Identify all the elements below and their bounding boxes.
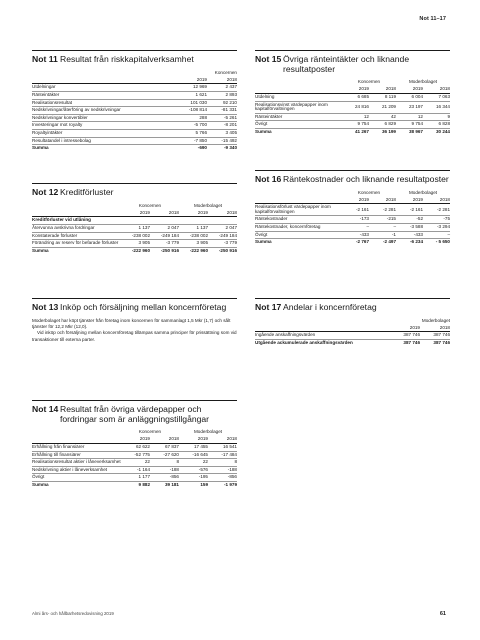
section-tag: Not 11–17 — [419, 16, 446, 22]
row-label: Investeringar mot royalty — [32, 122, 177, 130]
row-label: Återvunna avskrivna fordringar — [32, 224, 121, 232]
note-14-heading — [32, 400, 237, 424]
year-header: 2019 — [177, 76, 207, 83]
row-label: Räntekostnader — [255, 216, 342, 224]
cell-value: -856 — [208, 474, 237, 482]
cell-value: 387 746 — [420, 332, 450, 340]
note-number: Not 17 — [255, 302, 282, 312]
year-header: 2018 — [420, 324, 450, 331]
row-label: Nedskrivning aktier i låneverksamhet — [32, 466, 121, 474]
note-title: Övriga ränteintäkter och liknande resultatposter — [283, 54, 410, 74]
year-header: 2019 — [179, 209, 208, 216]
year-header: 2019 — [390, 324, 420, 331]
table-row — [255, 231, 450, 239]
table-row — [255, 121, 450, 129]
sum-value: -250 916 — [208, 247, 237, 254]
group-header: Moderbolaget — [408, 79, 438, 85]
note-14-table — [32, 429, 237, 488]
cell-value: -108 814 — [177, 107, 207, 115]
sum-value: -9 340 — [207, 145, 237, 152]
cell-value: -856 — [150, 474, 179, 482]
row-label: Resultatandel i intressebolag — [32, 137, 177, 145]
cell-value: 9 754 — [342, 121, 369, 129]
note-number: Not 12 — [32, 187, 59, 197]
year-header: 2019 — [121, 209, 150, 216]
sum-value: -222 960 — [179, 247, 208, 254]
row-label: Nedskrivningar konvertibler — [32, 114, 177, 122]
table-row — [255, 93, 450, 101]
note-13-text — [32, 318, 237, 344]
cell-value: 8 119 — [369, 93, 396, 101]
note-13 — [32, 298, 237, 343]
note-15-table — [255, 79, 450, 135]
cell-value: 9 754 — [396, 121, 423, 129]
cell-value: 21 209 — [369, 101, 396, 113]
cell-value: 62 622 — [121, 443, 150, 451]
note-title: Kreditförluster — [60, 187, 114, 197]
footer-publication: Almi års- och hållbarhetsredovisning 2019 — [32, 611, 114, 616]
sum-label: Summa — [32, 247, 121, 254]
cell-value: -2 161 — [396, 204, 423, 216]
note-13-heading — [32, 298, 237, 313]
cell-value: -249 184 — [208, 232, 237, 240]
sum-value: -250 916 — [150, 247, 179, 254]
table-row — [32, 99, 237, 107]
table-row — [255, 113, 450, 121]
note-number: Not 15 — [255, 54, 282, 64]
sum-label: Summa — [32, 481, 121, 488]
cell-value: -75 — [423, 216, 450, 224]
cell-value: -15 492 — [207, 137, 237, 145]
cell-value: -173 — [342, 216, 369, 224]
table-row — [32, 129, 237, 137]
cell-value: -238 002 — [179, 232, 208, 240]
year-header: 2019 — [396, 196, 423, 203]
paragraph: Vid inköp och försäljning mellan koncernföretag tillämpas samma principer för prissättning som vid transaktioner till externa parter. — [32, 330, 237, 342]
sum-row — [32, 145, 237, 152]
cell-value: 42 — [369, 113, 396, 121]
cell-value: 2 047 — [208, 224, 237, 232]
sum-value: -6 234 — [396, 239, 423, 246]
cell-value: 2 047 — [150, 224, 179, 232]
table-row — [255, 216, 450, 224]
table-row — [32, 240, 237, 248]
sum-label: Summa — [255, 128, 342, 135]
table-row — [255, 332, 450, 340]
row-label: Realisationsresultat aktier i låneverksamhet — [32, 459, 121, 465]
group-header: Moderbolaget — [193, 202, 223, 208]
year-header: 2019 — [121, 436, 150, 443]
note-15-heading — [255, 50, 450, 74]
cell-value: -52 — [396, 216, 423, 224]
year-header: 2018 — [423, 86, 450, 93]
cell-value: -17 484 — [208, 451, 237, 459]
cell-value: -249 184 — [150, 232, 179, 240]
table-row — [32, 84, 237, 92]
note-title: Räntekostnader och liknande resultatposter — [283, 174, 449, 184]
note-11-table — [32, 70, 237, 152]
cell-value: -433 — [396, 231, 423, 239]
row-label: Övrigt — [255, 121, 342, 129]
year-header: 2018 — [423, 196, 450, 203]
cell-value: 17 455 — [179, 443, 208, 451]
table-row — [32, 451, 237, 459]
note-16-table — [255, 190, 450, 246]
note-16 — [255, 170, 450, 246]
sum-label: Summa — [32, 145, 177, 152]
cell-value: -8 201 — [207, 122, 237, 130]
row-label: Ränteintäkter — [255, 113, 342, 121]
sum-value: -2 497 — [369, 239, 396, 246]
year-header: 2018 — [150, 436, 179, 443]
row-label: Förändring av reserv för befarade förluster — [32, 240, 121, 248]
cell-value: 67 837 — [150, 443, 179, 451]
cell-value: 12 — [396, 113, 423, 121]
cell-value: 6 828 — [423, 121, 450, 129]
table-row — [32, 466, 237, 474]
cell-value: 6 004 — [396, 93, 423, 101]
table-row — [255, 223, 450, 231]
sum-value: 30 244 — [423, 128, 450, 135]
year-header: 2018 — [208, 436, 237, 443]
row-label: Nedskrivningar/återföring av nedskrivningar — [32, 107, 177, 115]
note-number: Not 11 — [32, 54, 58, 64]
note-number: Not 14 — [32, 404, 59, 414]
sum-value: 41 267 — [342, 128, 369, 135]
cell-value: 16 541 — [208, 443, 237, 451]
cell-value: -52 775 — [121, 451, 150, 459]
sum-value: 387 746 — [420, 339, 450, 346]
sum-value: 38 967 — [396, 128, 423, 135]
sum-value: -1 979 — [208, 481, 237, 488]
table-row — [32, 122, 237, 130]
sum-value: -2 767 — [342, 239, 369, 246]
row-label: Erhållning från finansiärer — [32, 443, 121, 451]
cell-value: -16 645 — [179, 451, 208, 459]
note-11 — [32, 50, 237, 152]
table-row — [32, 459, 237, 467]
cell-value: 9 — [423, 113, 450, 121]
row-label: Utdelning — [255, 93, 342, 101]
cell-value: 1 621 — [177, 91, 207, 99]
sum-value: - 5 650 — [423, 239, 450, 246]
cell-value: 3 905 — [121, 240, 150, 248]
cell-value: -3 294 — [423, 223, 450, 231]
sum-value: 159 — [179, 481, 208, 488]
cell-value: – — [369, 223, 396, 231]
row-label: Erhållning till finansiärer — [32, 451, 121, 459]
note-15-rows — [255, 93, 450, 135]
cell-value: 8 — [208, 459, 237, 467]
row-label: Royaltyintäkter — [32, 129, 177, 137]
left-column — [32, 0, 237, 640]
group-header: Koncernen — [214, 69, 237, 75]
year-header: 2019 — [342, 86, 369, 93]
cell-value: -433 — [342, 231, 369, 239]
row-label: Övrigt — [32, 474, 121, 482]
cell-value: -238 002 — [121, 232, 150, 240]
group-header: Moderbolaget — [421, 317, 450, 323]
cell-value: 288 — [177, 114, 207, 122]
note-17-heading — [255, 298, 450, 313]
cell-value: 1 177 — [121, 474, 150, 482]
sum-label: Summa — [255, 239, 342, 246]
sum-value: 36 199 — [369, 128, 396, 135]
note-14-rows — [32, 443, 237, 488]
sum-row — [255, 128, 450, 135]
table-row — [32, 137, 237, 145]
note-title: Resultat från riskkapitalverksamhet — [60, 54, 194, 64]
cell-value: -1 — [369, 231, 396, 239]
cell-value: 1 137 — [179, 224, 208, 232]
cell-value: -27 620 — [150, 451, 179, 459]
cell-value: -81 331 — [207, 107, 237, 115]
row-label: Övrigt — [255, 231, 342, 239]
right-column — [255, 0, 450, 640]
year-header: 2019 — [342, 196, 369, 203]
cell-value: -3 779 — [208, 240, 237, 248]
cell-value: 16 344 — [423, 101, 450, 113]
cell-value: -3 588 — [396, 223, 423, 231]
note-11-heading — [32, 50, 237, 65]
sum-row — [255, 239, 450, 246]
note-16-heading — [255, 170, 450, 185]
cell-value: 2 893 — [207, 91, 237, 99]
cell-value: -576 — [179, 466, 208, 474]
note-17-rows — [255, 332, 450, 347]
group-header: Koncernen — [357, 79, 381, 85]
year-header: 2019 — [179, 436, 208, 443]
cell-value: 22 — [179, 459, 208, 467]
page-number: 61 — [439, 611, 446, 617]
cell-value: 3 405 — [207, 129, 237, 137]
sum-label: Utgående ackumulerade anskaffningsvärden — [255, 339, 390, 346]
cell-value: – — [342, 223, 369, 231]
cell-value: 12 — [342, 113, 369, 121]
sum-value: 387 746 — [390, 339, 420, 346]
row-label: Ränteintäkter — [32, 91, 177, 99]
cell-value: -3 779 — [150, 240, 179, 248]
year-header: 2018 — [369, 86, 396, 93]
table-subheading: Kreditförluster vid utlåning — [32, 217, 237, 225]
year-header: 2018 — [207, 76, 237, 83]
note-title: Inköp och försäljning mellan koncernföretag — [60, 302, 227, 312]
cell-value: 92 210 — [207, 99, 237, 107]
cell-value: -215 — [369, 216, 396, 224]
table-row — [255, 101, 450, 113]
note-12-table — [32, 203, 237, 255]
cell-value: -195 — [179, 474, 208, 482]
note-15 — [255, 50, 450, 135]
sum-value: -222 960 — [121, 247, 150, 254]
group-header: Koncernen — [357, 189, 381, 195]
year-header: 2018 — [150, 209, 179, 216]
row-label: Ingående anskaffningsvärden — [255, 332, 390, 340]
cell-value: 12 969 — [177, 84, 207, 92]
table-row — [32, 474, 237, 482]
row-label: Realisationsresultat — [32, 99, 177, 107]
paragraph: Moderbolaget har köpt tjänster från företag inom koncernen för sammanlagt 1,5 Mkr (1,7) och sålt tjänster för 12,2 Mkr (12,0). — [32, 317, 231, 329]
table-row — [32, 114, 237, 122]
cell-value: – — [423, 231, 450, 239]
cell-value: -188 — [150, 466, 179, 474]
cell-value: 24 816 — [342, 101, 369, 113]
sum-value: 39 181 — [150, 481, 179, 488]
note-16-rows — [255, 204, 450, 246]
note-17 — [255, 298, 450, 347]
note-title: Andelar i koncernföretag — [283, 302, 377, 312]
group-header: Moderbolaget — [193, 429, 223, 435]
cell-value: 7 063 — [423, 93, 450, 101]
table-row — [32, 232, 237, 240]
row-label: Räntekostnader, koncernföretag — [255, 223, 342, 231]
table-row — [32, 443, 237, 451]
sum-value: -690 — [177, 145, 207, 152]
cell-value: 1 137 — [121, 224, 150, 232]
group-header: Moderbolaget — [408, 189, 438, 195]
note-12-rows — [32, 217, 237, 254]
cell-value: -5 700 — [177, 122, 207, 130]
note-14 — [32, 400, 237, 489]
cell-value: 8 — [150, 459, 179, 467]
note-title: Resultat från övriga värdepapper och fordringar som är anläggningstillgångar — [60, 404, 210, 424]
note-number: Not 16 — [255, 174, 282, 184]
cell-value: 101 030 — [177, 99, 207, 107]
row-label: Konstaterade förluster — [32, 232, 121, 240]
table-row — [32, 107, 237, 115]
year-header: 2018 — [369, 196, 396, 203]
sum-row — [32, 247, 237, 254]
year-header: 2019 — [396, 86, 423, 93]
note-12-heading — [32, 183, 237, 198]
cell-value: 3 905 — [179, 240, 208, 248]
note-17-table — [255, 318, 450, 347]
cell-value: -7 850 — [177, 137, 207, 145]
table-row — [32, 91, 237, 99]
cell-value: -1 164 — [121, 466, 150, 474]
year-header: 2018 — [208, 209, 237, 216]
group-header: Koncernen — [138, 429, 162, 435]
row-label: Utdelningar — [32, 84, 177, 92]
cell-value: -2 281 — [423, 204, 450, 216]
group-header: Koncernen — [138, 202, 162, 208]
cell-value: 387 746 — [390, 332, 420, 340]
cell-value: 2 437 — [207, 84, 237, 92]
row-label: Realisationsförlust värdepapper inom kapitalförvaltningen — [255, 204, 342, 216]
cell-value: 5 766 — [177, 129, 207, 137]
sum-row — [255, 339, 450, 346]
note-11-rows — [32, 84, 237, 152]
cell-value: -2 161 — [342, 204, 369, 216]
cell-value: -2 281 — [369, 204, 396, 216]
note-12 — [32, 183, 237, 254]
cell-value: 23 197 — [396, 101, 423, 113]
sum-value: 9 882 — [121, 481, 150, 488]
note-number: Not 13 — [32, 302, 59, 312]
table-row — [32, 224, 237, 232]
cell-value: 6 685 — [342, 93, 369, 101]
cell-value: 6 829 — [369, 121, 396, 129]
cell-value: -5 261 — [207, 114, 237, 122]
row-label: Realisationsvinst värdepapper inom kapitalförvaltningen — [255, 101, 342, 113]
cell-value: 22 — [121, 459, 150, 467]
cell-value: -188 — [208, 466, 237, 474]
table-row — [255, 204, 450, 216]
sum-row — [32, 481, 237, 488]
